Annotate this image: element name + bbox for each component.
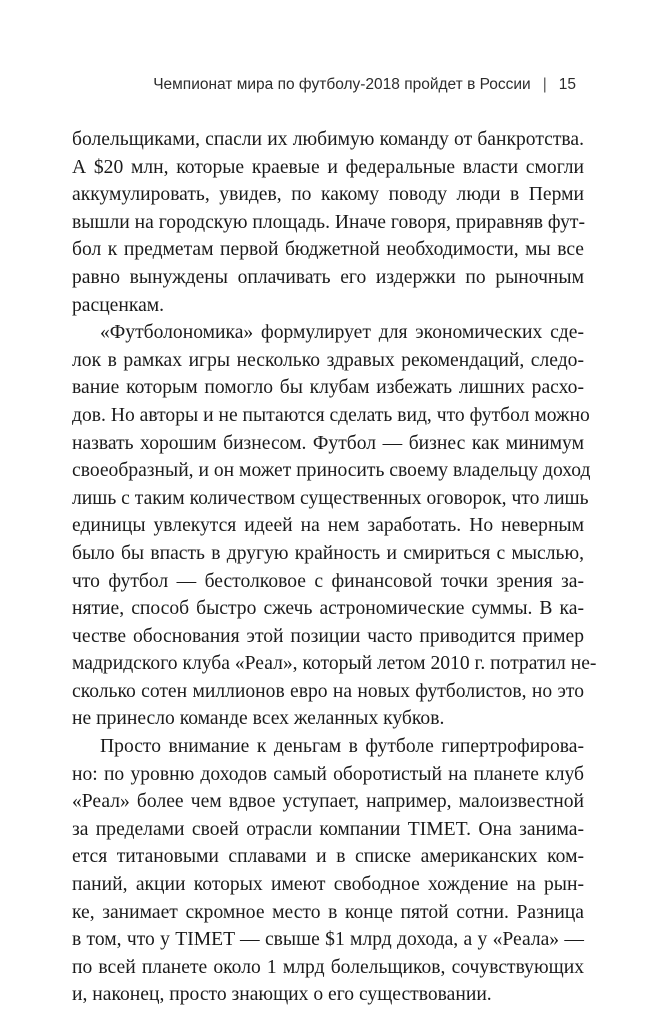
text-line: не принесло команде всех желанных кубков. [72, 708, 445, 730]
text-line: лок в рамках игры несколько здравых рекомендаций, следо- [72, 349, 584, 371]
paragraph [72, 126, 584, 319]
text-line: равно вынуждены оплачивать его издержки по рыночным [72, 266, 584, 288]
chapter-title: Чемпионат мира по футболу-2018 пройдет в России [153, 76, 531, 93]
text-line: «Футболономика» формулирует для экономических сде- [100, 322, 584, 344]
text-line: дов. Но авторы и не пытаются сделать вид, что футбол можно [72, 404, 590, 426]
text-line: что футбол — бестолковое с финансовой точки зрения за- [72, 570, 584, 592]
text-line: ке, занимает скромное место в конце пятой сотни. Разница [72, 901, 584, 923]
body-text [72, 126, 597, 1009]
text-line: мадридского клуба «Реал», который летом 2010 г. потратил не- [72, 653, 597, 675]
text-line: по всей планете около 1 млрд болельщиков, сочувствующих [72, 956, 584, 978]
text-line: вание которым помогло бы клубам избежать лишних расхо- [72, 377, 584, 399]
text-line: болельщиками, спасли их любимую команду от банкротства. [72, 129, 584, 150]
text-line: вышли на городскую площадь. Иначе говоря, приравняв фут- [72, 211, 586, 233]
text-line: паний, акции которых имеют свободное хождение на рын- [72, 874, 584, 896]
text-line: честве обоснования этой позиции часто приводится пример [72, 625, 584, 647]
text-line: единицы увлекутся идеей на нем заработать. Но неверным [72, 515, 584, 537]
text-line: за пределами своей отрасли компании TIMET. Она занима- [72, 818, 584, 840]
text-line: назвать хорошим бизнесом. Футбол — бизнес как минимум [72, 432, 584, 454]
text-line: аккумулировать, увидев, по какому поводу люди в Перми [72, 184, 584, 206]
text-line: нятие, способ быстро сжечь астрономические суммы. В ка- [72, 598, 584, 620]
text-line: Просто внимание к деньгам в футболе гипертрофирова- [100, 736, 584, 758]
text-line: «Реал» более чем вдвое уступает, например, малоизвестной [72, 791, 584, 813]
running-header [153, 75, 576, 95]
page-number: 15 [558, 76, 576, 93]
text-line: было бы впасть в другую крайность и смириться с мыслью, [72, 542, 584, 564]
paragraph [72, 319, 597, 733]
text-line: и, наконец, просто знающих о его существовании. [72, 984, 492, 1006]
text-line: сколько сотен миллионов евро на новых футболистов, но это [72, 680, 584, 702]
text-line: бол к предметам первой бюджетной необходимости, мы все [72, 239, 584, 261]
text-line: но: по уровню доходов самый оборотистый на планете клуб [72, 763, 584, 785]
text-line: ется титановыми сплавами и в списке американских ком- [72, 846, 584, 868]
text-line: своеобразный, и он может приносить своему владельцу доход [72, 460, 591, 482]
paragraph [72, 733, 584, 1009]
text-line: лишь с таким количеством существенных оговорок, что лишь [72, 487, 589, 509]
text-line: А $20 млн, которые краевые и федеральные власти смогли [72, 156, 584, 178]
text-line: расценкам. [72, 294, 165, 316]
text-line: в том, что у TIMET — свыше $1 млрд дохода, а у «Реала» — [72, 929, 584, 951]
header-separator: | [542, 76, 547, 93]
